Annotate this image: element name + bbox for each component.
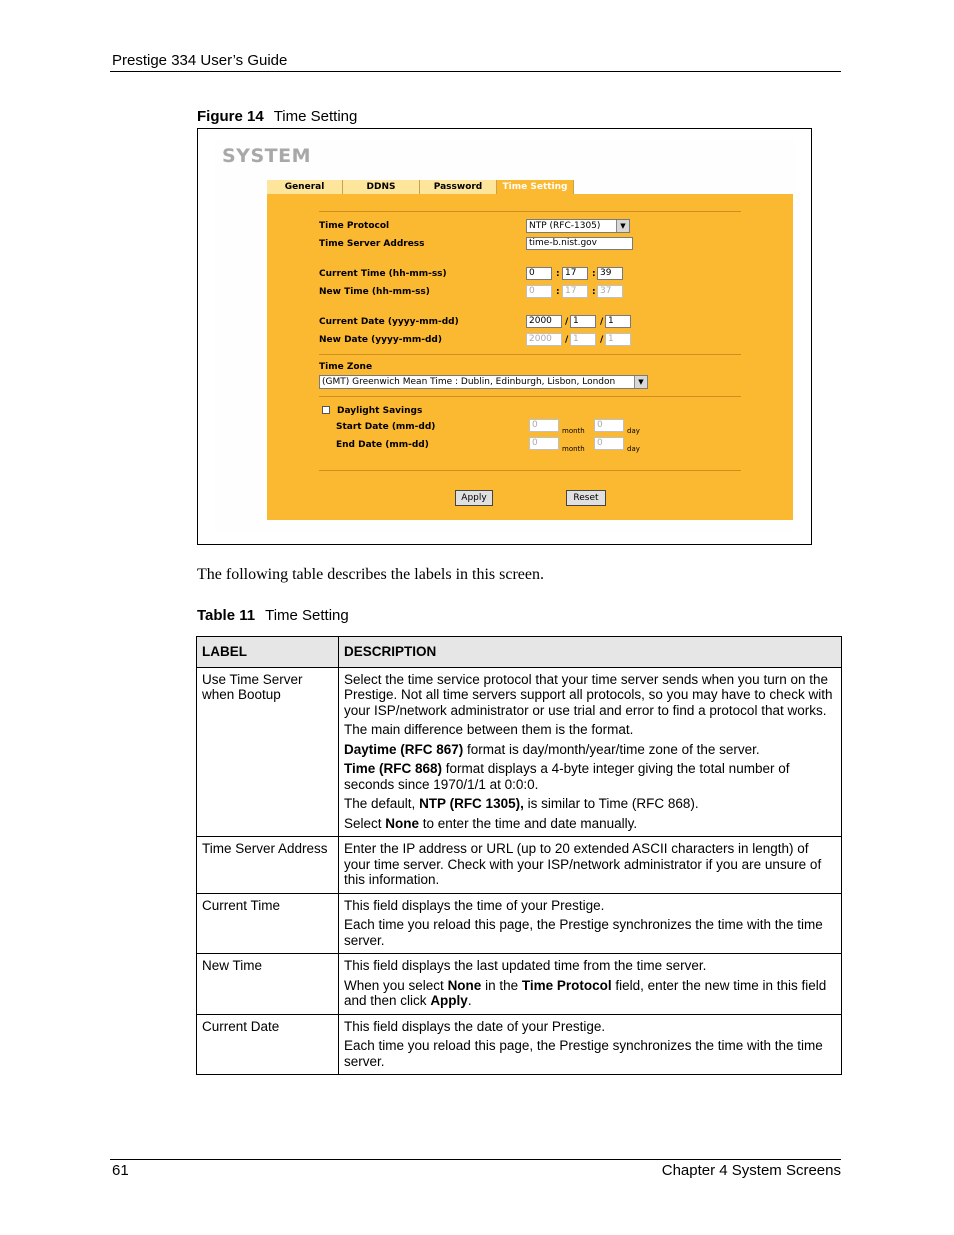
new-date-label: New Date (yyyy-mm-dd) [319, 335, 442, 345]
time-separator: : [592, 287, 596, 297]
new-minute-input[interactable]: 17 [562, 285, 588, 298]
time-separator: : [592, 269, 596, 279]
day-unit: day [627, 427, 640, 435]
row-label: New Time [197, 954, 339, 1015]
time-separator: : [556, 287, 560, 297]
start-date-label: Start Date (mm-dd) [336, 422, 436, 432]
date-separator: / [565, 317, 569, 327]
time-server-label: Time Server Address [319, 239, 425, 249]
end-month-input[interactable]: 0 [529, 437, 559, 450]
date-separator: / [600, 335, 604, 345]
time-protocol-label: Time Protocol [319, 221, 390, 231]
tab-general[interactable]: General [267, 180, 343, 194]
system-title: SYSTEM [222, 145, 311, 167]
row-label: Time Server Address [197, 837, 339, 894]
time-protocol-select[interactable] [526, 219, 630, 233]
start-month-input[interactable]: 0 [529, 419, 559, 432]
end-day-input[interactable]: 0 [594, 437, 624, 450]
start-day-input[interactable]: 0 [594, 419, 624, 432]
page-number: 61 [112, 1162, 129, 1179]
table-number: Table 11 [197, 607, 256, 624]
table-row [197, 1014, 842, 1075]
row-description: Enter the IP address or URL (up to 20 extended ASCII characters in length) of your time server. Check with your ISP/network administrator if you are unsure of this information. [339, 837, 842, 894]
new-time-label: New Time (hh-mm-ss) [319, 287, 430, 297]
row-label: Use Time Server when Bootup [197, 667, 339, 837]
column-header-description: DESCRIPTION [339, 637, 842, 668]
tab-password[interactable]: Password [420, 180, 497, 194]
current-time-label: Current Time (hh-mm-ss) [319, 269, 447, 279]
table-caption [197, 607, 349, 624]
figure-frame [197, 128, 812, 545]
figure-caption [197, 108, 357, 125]
separator [319, 396, 741, 397]
current-date-label: Current Date (yyyy-mm-dd) [319, 317, 459, 327]
new-hour-input[interactable]: 0 [526, 285, 552, 298]
daylight-savings-label: Daylight Savings [337, 406, 423, 416]
row-label: Current Time [197, 893, 339, 954]
current-month-field: 1 [570, 315, 596, 328]
apply-button[interactable]: Apply [455, 490, 493, 506]
time-separator: : [556, 269, 560, 279]
new-second-input[interactable]: 37 [597, 285, 623, 298]
current-minute-field: 17 [562, 267, 588, 280]
table-row [197, 954, 842, 1015]
figure-number: Figure 14 [197, 108, 264, 125]
row-description: This field displays the time of your Prestige. Each time you reload this page, the Prestige synchronizes the time with the time server. [339, 893, 842, 954]
row-description: Select the time service protocol that your time server sends when you turn on the Prestige. Not all time servers support all protocols, so you may have to check with your ISP/network administrator or use trial and error to find a protocol that works. The main difference between them is the format. Daytime (RFC 867) format is day/month/year/time zone of the server. Time (RFC 868) format displays a 4-byte integer giving the total number of seconds since 1970/1/1 at 0:0:0. The default, NTP (RFC 1305), is similar to Time (RFC 868). Select None to enter the time and date manually. [339, 667, 842, 837]
current-year-field: 2000 [526, 315, 562, 328]
figure-title: Time Setting [273, 108, 358, 125]
new-year-input[interactable]: 2000 [526, 333, 562, 346]
reset-button[interactable]: Reset [566, 490, 606, 506]
table-row [197, 893, 842, 954]
table-row [197, 667, 842, 837]
table-row [197, 837, 842, 894]
dropdown-arrow-icon: ▼ [634, 376, 647, 388]
time-server-input[interactable]: time-b.nist.gov [526, 237, 633, 250]
time-protocol-value: NTP (RFC-1305) [529, 221, 601, 231]
separator [319, 354, 741, 355]
description-table [196, 636, 842, 1075]
date-separator: / [600, 317, 604, 327]
current-second-field: 39 [597, 267, 623, 280]
table-header-row [197, 637, 842, 668]
tab-ddns[interactable]: DDNS [343, 180, 420, 194]
new-month-input[interactable]: 1 [570, 333, 596, 346]
time-setting-panel [267, 194, 793, 520]
intro-paragraph: The following table describes the labels in this screen. [197, 566, 545, 583]
separator [319, 211, 741, 212]
dropdown-arrow-icon: ▼ [616, 220, 629, 232]
row-label: Current Date [197, 1014, 339, 1075]
footer-rule [110, 1159, 841, 1160]
time-zone-select[interactable] [319, 375, 648, 389]
month-unit: month [562, 445, 585, 453]
time-zone-value: (GMT) Greenwich Mean Time : Dublin, Edinburgh, Lisbon, London [322, 377, 616, 387]
new-day-input[interactable]: 1 [605, 333, 631, 346]
running-header: Prestige 334 User’s Guide [112, 52, 288, 69]
tab-time-setting[interactable]: Time Setting [497, 180, 574, 194]
month-unit: month [562, 427, 585, 435]
end-date-label: End Date (mm-dd) [336, 440, 429, 450]
chapter-title: Chapter 4 System Screens [661, 1162, 841, 1179]
day-unit: day [627, 445, 640, 453]
table-title: Time Setting [265, 607, 349, 624]
date-separator: / [565, 335, 569, 345]
daylight-savings-checkbox[interactable] [322, 406, 330, 414]
time-zone-label: Time Zone [319, 362, 373, 372]
tab-bar [267, 180, 574, 194]
separator [319, 470, 741, 471]
header-rule [110, 71, 841, 72]
row-description: This field displays the date of your Prestige. Each time you reload this page, the Prestige synchronizes the time with the time server. [339, 1014, 842, 1075]
column-header-label: LABEL [197, 637, 339, 668]
current-day-field: 1 [605, 315, 631, 328]
row-description: This field displays the last updated time from the time server. When you select None in the Time Protocol field, enter the new time in this field and then click Apply. [339, 954, 842, 1015]
current-hour-field: 0 [526, 267, 552, 280]
